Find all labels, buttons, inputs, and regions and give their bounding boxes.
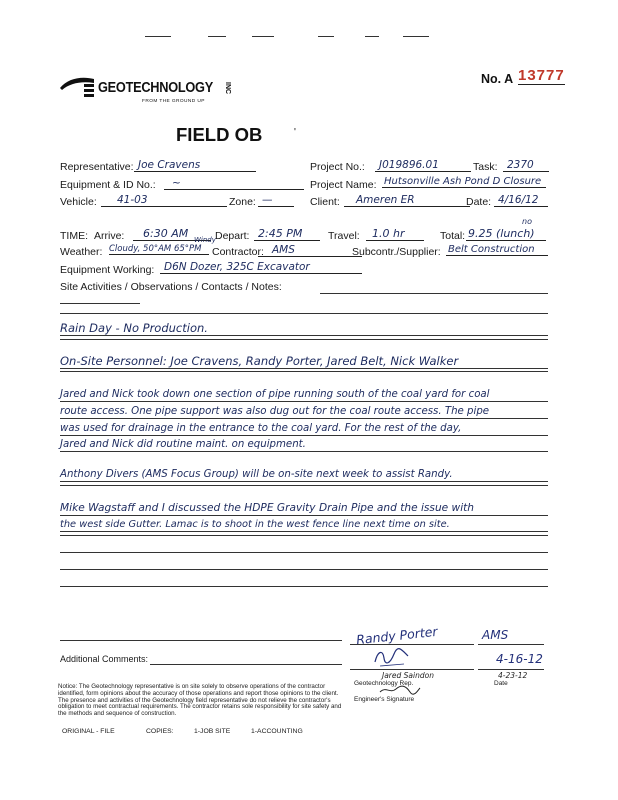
note-line: Jared and Nick took down one section of pipe running south of the coal yard for coal <box>60 388 548 402</box>
note-line <box>60 586 548 587</box>
note-line <box>60 371 548 372</box>
scan-mark <box>365 36 379 37</box>
note-line: route access. One pipe support was also dug out for the coal route access. The pipe <box>60 405 548 419</box>
signature-line <box>350 669 474 670</box>
scan-mark <box>208 36 226 37</box>
comments-line <box>150 664 342 665</box>
signature-line <box>478 644 544 645</box>
form-number-label: No. A <box>481 72 514 86</box>
weather-label: Weather: <box>60 246 103 258</box>
project-name-value: Hutsonville Ash Pond D Closure <box>382 176 546 188</box>
note-line: was used for drainage in the entrance to the coal yard. For the rest of the day, <box>60 422 548 436</box>
note-line <box>60 535 548 536</box>
task-label: Task: <box>473 161 498 173</box>
blank-line <box>60 303 140 304</box>
form-title: FIELD OB <box>176 124 263 145</box>
form-number: 13777 <box>518 67 565 84</box>
weather-note: Windy <box>194 236 216 244</box>
scan-mark <box>252 36 274 37</box>
note-line: Mike Wagstaff and I discussed the HDPE Gravity Drain Pipe and the issue with <box>60 502 548 516</box>
subcontr-label: Subcontr./Supplier: <box>352 246 441 258</box>
note-line: Jared and Nick did routine maint. on equipment. <box>60 438 548 452</box>
representative-value: Joe Cravens <box>134 159 256 172</box>
project-no-value: J019896.01 <box>375 159 471 172</box>
site-activities-line <box>320 293 548 294</box>
total-label: Total: <box>440 230 466 242</box>
distribution-copies: COPIES: <box>146 728 174 735</box>
subcontr-value: Belt Construction <box>446 244 548 256</box>
distribution-job-site: 1-JOB SITE <box>194 728 231 735</box>
note-line <box>60 552 548 553</box>
note-line: On-Site Personnel: Joe Cravens, Randy Porter, Jared Belt, Nick Walker <box>60 355 548 369</box>
company-suffix: INC <box>224 82 231 95</box>
company-logo <box>58 74 238 114</box>
depart-value: 2:45 PM <box>254 227 320 241</box>
weather-value: Cloudy, 50°AM 65°PM <box>109 244 209 255</box>
scan-mark <box>145 36 171 37</box>
note-line <box>60 485 548 486</box>
rep-label: Geotechnology Rep. <box>354 680 414 687</box>
contractor-value: AMS <box>258 244 362 257</box>
note-line <box>60 569 548 570</box>
arrive-value: 6:30 AM <box>133 227 211 241</box>
representative-label: Representative: <box>60 161 134 173</box>
arrive-label: Arrive: <box>94 230 125 242</box>
blank-line <box>60 313 548 314</box>
logo-swoosh-icon <box>58 74 96 100</box>
total-note: no <box>522 217 532 226</box>
engineer-signature-scribble <box>378 684 422 696</box>
depart-label: Depart: <box>215 230 250 242</box>
distribution-original: ORIGINAL - FILE <box>62 728 115 735</box>
vehicle-label: Vehicle: <box>60 196 97 208</box>
zone-label: Zone: <box>229 196 256 208</box>
vehicle-value: 41-03 <box>101 194 227 207</box>
project-name-label: Project Name: <box>310 179 377 191</box>
title-mark: ' <box>294 127 296 138</box>
company-name: GEOTECHNOLOGY <box>98 80 213 96</box>
equipment-value: ~ <box>164 177 304 190</box>
note-line: the west side Gutter. Lamac is to shoot in the west fence line next time on site. <box>60 518 548 532</box>
note-line: Anthony Divers (AMS Focus Group) will be on-site next week to assist Randy. <box>60 468 548 482</box>
notice-text: Notice: The Geotechnology representative is on site solely to observe operations of the contractor identified, form opinions about the accuracy of those operations and report those opinions to the client. The presence and activities of the Geotechnology field representative do not relieve the contractor's obligation to meet contractual requirements. The contractor retains sole responsibility for site safety and the methods and sequence of construction. <box>58 683 342 718</box>
scan-mark <box>318 36 334 37</box>
equipment-working-value: D6N Dozer, 325C Excavator <box>160 261 362 274</box>
distribution-accounting: 1-ACCOUNTING <box>251 728 303 735</box>
additional-comments-label: Additional Comments: <box>60 654 149 664</box>
contractor-signature: Randy Porter <box>355 623 439 648</box>
signature-line <box>478 669 544 670</box>
equipment-label: Equipment & ID No.: <box>60 179 156 191</box>
date-value: 4/16/12 <box>494 194 548 207</box>
contractor-label: Contractor: <box>212 246 264 258</box>
client-value: Ameren ER <box>344 194 470 207</box>
task-value: 2370 <box>503 159 549 172</box>
time-label: TIME: <box>60 230 88 242</box>
total-value: 9.25 (lunch) <box>466 227 546 241</box>
zone-value: — <box>258 194 294 207</box>
equipment-working-label: Equipment Working: <box>60 264 155 276</box>
contractor-date: 4-16-12 <box>496 652 543 666</box>
note-line <box>60 339 548 340</box>
engineer-signature-label: Engineer's Signature <box>354 696 415 703</box>
client-label: Client: <box>310 196 340 208</box>
signature-line <box>350 644 474 645</box>
rep-signature: Jared Saindon <box>382 671 434 680</box>
travel-label: Travel: <box>328 230 360 242</box>
note-line: Rain Day - No Production. <box>60 322 548 336</box>
scan-mark <box>403 36 429 37</box>
travel-value: 1.0 hr <box>366 227 424 241</box>
engineer-date: 4-23-12 <box>498 671 528 680</box>
date-sig-label: Date <box>494 680 508 687</box>
date-label: Date: <box>466 196 492 208</box>
contractor-company: AMS <box>482 628 509 642</box>
project-no-label: Project No.: <box>310 161 365 173</box>
comments-line <box>60 640 342 641</box>
site-activities-label: Site Activities / Observations / Contacts / Notes: <box>60 281 282 293</box>
company-tagline: FROM THE GROUND UP <box>142 99 205 104</box>
contractor-signature-scribble <box>372 646 412 668</box>
